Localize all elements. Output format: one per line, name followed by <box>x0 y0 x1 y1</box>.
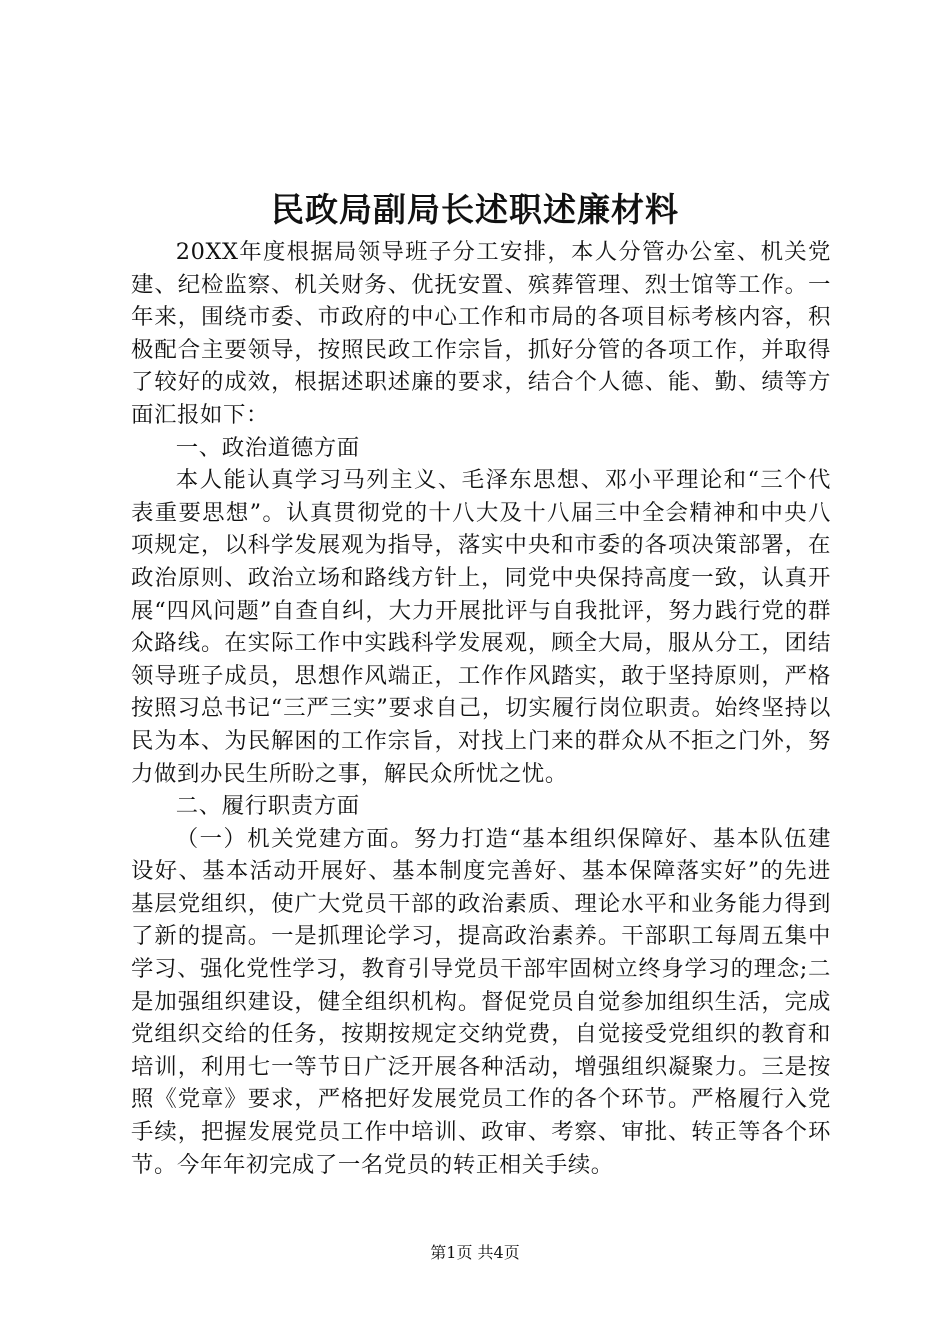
document-body <box>131 236 831 1181</box>
section-heading-political-ethics: 一、政治道德方面 <box>175 434 360 461</box>
party-building-paragraph: （一）机关党建方面。努力打造“基本组织保障好、基本队伍建设好、基本活动开展好、基本制度完善好、基本保障落实好”的先进基层党组织，使广大党员干部的政治素质、理论水平和业务能力得到了新的提高。一是抓理论学习，提高政治素养。干部职工每周五集中学习、强化党性学习，教育引导党员干部牢固树立终身学习的理念;二是加强组织建设，健全组织机构。督促党员自觉参加组织生活，完成党组织交给的任务，按期按规定交纳党费，自觉接受党组织的教育和培训，利用七一等节日广泛开展各种活动，增强组织凝聚力。三是按照《党章》要求，严格把好发展党员工作的各个环节。严格履行入党手续，把握发展党员工作中培训、政审、考察、审批、转正等各个环节。今年年初完成了一名党员的转正相关手续。 <box>131 825 831 1178</box>
document-title: 民政局副局长述职述廉材料 <box>271 190 679 229</box>
intro-paragraph: 20XX年度根据局领导班子分工安排，本人分管办公室、机关党建、纪检监察、机关财务、优抚安置、殡葬管理、烈士馆等工作。一年来，围绕市委、市政府的中心工作和市局的各项目标考核内容，积极配合主要领导，按照民政工作宗旨，抓好分管的各项工作，并取得了较好的成效，根据述职述廉的要求，结合个人德、能、勤、绩等方面汇报如下： <box>131 239 831 428</box>
section-heading-duties: 二、履行职责方面 <box>175 793 360 820</box>
political-ethics-paragraph: 本人能认真学习马列主义、毛泽东思想、邓小平理论和“三个代表重要思想”。认真贯彻党的十八大及十八届三中全会精神和中央八项规定，以科学发展观为指导，落实中央和市委的各项决策部署，在政治原则、政治立场和路线方针上，同党中央保持高度一致，认真开展“四风问题”自查自纠，大力开展批评与自我批评，努力践行党的群众路线。在实际工作中实践科学发展观，顾全大局，服从分工，团结领导班子成员，思想作风端正，工作作风踏实，敢于坚持原则，严格按照习总书记“三严三实”要求自己，切实履行岗位职责。始终坚持以民为本、为民解困的工作宗旨，对找上门来的群众从不拒之门外，努力做到办民生所盼之事，解民众所忧之忧。 <box>131 467 831 787</box>
page-number-footer: 第1页 共4页 <box>430 1243 520 1262</box>
